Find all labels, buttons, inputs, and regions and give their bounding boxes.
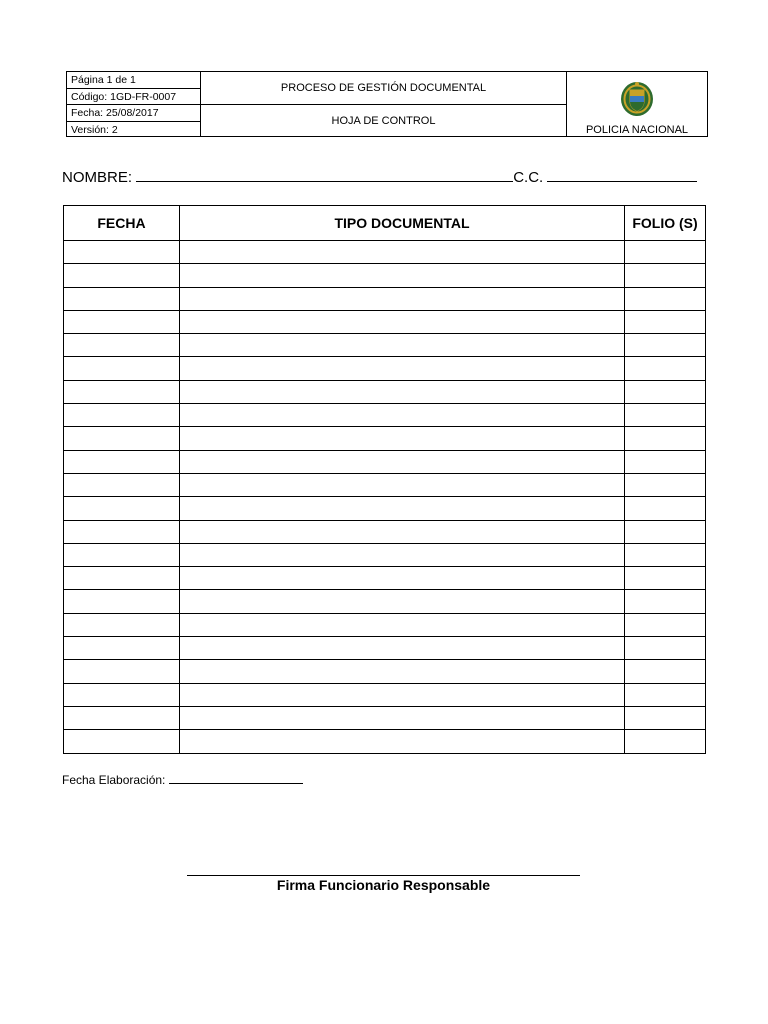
column-header-fecha: FECHA: [64, 206, 180, 241]
elaboration-date-row: [62, 772, 303, 787]
cell-tipo-documental[interactable]: [180, 706, 625, 729]
elaboration-date-label: Fecha Elaboración:: [62, 773, 166, 787]
sheet-title: HOJA DE CONTROL: [201, 105, 567, 136]
cell-folio[interactable]: [625, 357, 706, 380]
cell-tipo-documental[interactable]: [180, 567, 625, 590]
institution-name: POLICIA NACIONAL: [585, 124, 689, 136]
name-row: [62, 168, 697, 186]
document-date: Fecha: 25/08/2017: [67, 105, 201, 122]
table-row: [64, 520, 706, 543]
table-row: [64, 543, 706, 566]
cell-tipo-documental[interactable]: [180, 637, 625, 660]
cell-folio[interactable]: [625, 497, 706, 520]
cell-folio[interactable]: [625, 264, 706, 287]
cell-fecha[interactable]: [64, 567, 180, 590]
cell-fecha[interactable]: [64, 637, 180, 660]
cell-folio[interactable]: [625, 310, 706, 333]
document-code: Código: 1GD-FR-0007: [67, 89, 201, 106]
cell-tipo-documental[interactable]: [180, 520, 625, 543]
table-row: [64, 380, 706, 403]
cell-folio[interactable]: [625, 427, 706, 450]
table-row: [64, 357, 706, 380]
table-row: [64, 264, 706, 287]
table-row: [64, 567, 706, 590]
cell-folio[interactable]: [625, 637, 706, 660]
cc-label: C.C.: [513, 169, 544, 186]
cell-folio[interactable]: [625, 287, 706, 310]
cell-fecha[interactable]: [64, 706, 180, 729]
column-header-folio: FOLIO (S): [625, 206, 706, 241]
table-row: [64, 683, 706, 706]
cell-folio[interactable]: [625, 473, 706, 496]
document-version: Versión: 2: [67, 122, 201, 137]
cell-folio[interactable]: [625, 380, 706, 403]
cell-folio[interactable]: [625, 450, 706, 473]
table-row: [64, 404, 706, 427]
cell-fecha[interactable]: [64, 450, 180, 473]
cell-folio[interactable]: [625, 404, 706, 427]
logo-cell: [567, 72, 707, 136]
cell-fecha[interactable]: [64, 613, 180, 636]
table-row: [64, 241, 706, 264]
signature-line[interactable]: [187, 875, 580, 876]
name-label: NOMBRE:: [62, 169, 133, 186]
cell-fecha[interactable]: [64, 310, 180, 333]
cell-folio[interactable]: [625, 590, 706, 613]
table-row: [64, 637, 706, 660]
cell-tipo-documental[interactable]: [180, 380, 625, 403]
process-title: PROCESO DE GESTIÓN DOCUMENTAL: [201, 72, 567, 105]
cell-fecha[interactable]: [64, 404, 180, 427]
table-row: [64, 310, 706, 333]
document-header: [66, 71, 708, 137]
cell-folio[interactable]: [625, 241, 706, 264]
cell-fecha[interactable]: [64, 380, 180, 403]
control-table: [63, 205, 706, 754]
cell-tipo-documental[interactable]: [180, 543, 625, 566]
cell-tipo-documental[interactable]: [180, 427, 625, 450]
cell-folio[interactable]: [625, 334, 706, 357]
police-emblem-icon: [619, 80, 655, 118]
cell-tipo-documental[interactable]: [180, 473, 625, 496]
table-row: [64, 287, 706, 310]
cell-fecha[interactable]: [64, 730, 180, 753]
cell-tipo-documental[interactable]: [180, 357, 625, 380]
cell-fecha[interactable]: [64, 497, 180, 520]
cell-fecha[interactable]: [64, 590, 180, 613]
table-row: [64, 730, 706, 753]
cell-fecha[interactable]: [64, 264, 180, 287]
table-row: [64, 427, 706, 450]
cell-tipo-documental[interactable]: [180, 334, 625, 357]
cell-fecha[interactable]: [64, 357, 180, 380]
cell-tipo-documental[interactable]: [180, 310, 625, 333]
cell-folio[interactable]: [625, 543, 706, 566]
cell-tipo-documental[interactable]: [180, 497, 625, 520]
table-header-row: [64, 206, 706, 241]
cell-fecha[interactable]: [64, 683, 180, 706]
cell-folio[interactable]: [625, 706, 706, 729]
cell-folio[interactable]: [625, 520, 706, 543]
table-row: [64, 334, 706, 357]
column-header-tipo-documental: TIPO DOCUMENTAL: [180, 206, 625, 241]
cell-tipo-documental[interactable]: [180, 613, 625, 636]
cell-folio[interactable]: [625, 660, 706, 683]
table-row: [64, 473, 706, 496]
cell-tipo-documental[interactable]: [180, 730, 625, 753]
cell-fecha[interactable]: [64, 334, 180, 357]
name-field[interactable]: [136, 168, 513, 182]
cell-folio[interactable]: [625, 683, 706, 706]
cc-field[interactable]: [547, 168, 697, 182]
cell-tipo-documental[interactable]: [180, 287, 625, 310]
cell-tipo-documental[interactable]: [180, 683, 625, 706]
table-row: [64, 660, 706, 683]
table-row: [64, 497, 706, 520]
cell-tipo-documental[interactable]: [180, 241, 625, 264]
table-row: [64, 613, 706, 636]
cell-folio[interactable]: [625, 613, 706, 636]
cell-tipo-documental[interactable]: [180, 450, 625, 473]
cell-fecha[interactable]: [64, 660, 180, 683]
cell-fecha[interactable]: [64, 427, 180, 450]
cell-fecha[interactable]: [64, 287, 180, 310]
cell-folio[interactable]: [625, 730, 706, 753]
cell-tipo-documental[interactable]: [180, 404, 625, 427]
table-row: [64, 706, 706, 729]
table-body: [64, 241, 706, 754]
cell-tipo-documental[interactable]: [180, 590, 625, 613]
cell-tipo-documental[interactable]: [180, 660, 625, 683]
cell-tipo-documental[interactable]: [180, 264, 625, 287]
table-row: [64, 590, 706, 613]
cell-fecha[interactable]: [64, 520, 180, 543]
cell-fecha[interactable]: [64, 241, 180, 264]
cell-fecha[interactable]: [64, 543, 180, 566]
signature-label: Firma Funcionario Responsable: [276, 877, 491, 893]
cell-fecha[interactable]: [64, 473, 180, 496]
elaboration-date-field[interactable]: [169, 772, 303, 784]
page-number: Página 1 de 1: [67, 72, 201, 89]
table-row: [64, 450, 706, 473]
cell-folio[interactable]: [625, 567, 706, 590]
